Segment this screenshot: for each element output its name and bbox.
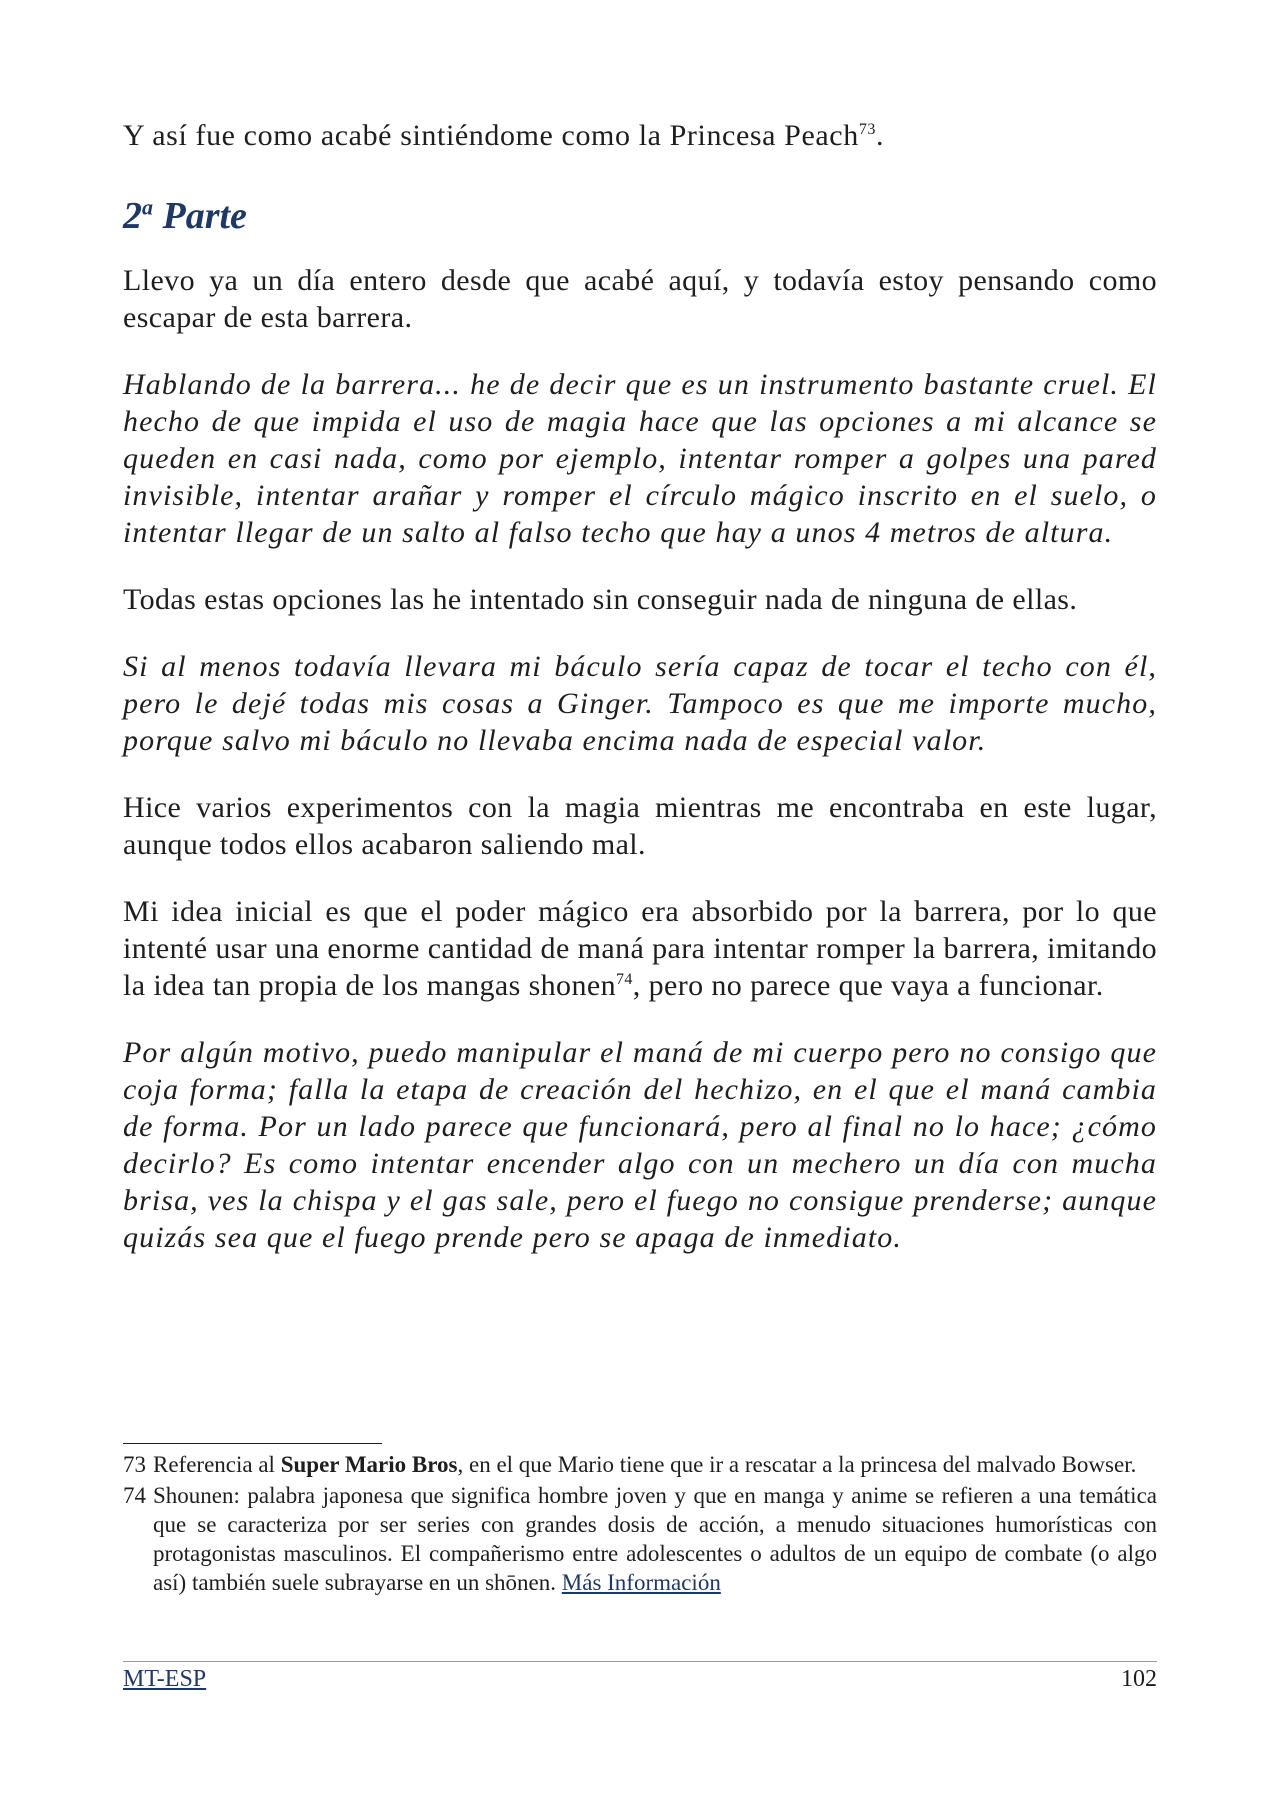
paragraph-1: Llevo ya un día entero desde que acabé aquí, y todavía estoy pensando como escapar de esta barrera. [123, 264, 1157, 334]
section-number: 2 [123, 195, 142, 237]
footnote-73 [123, 1450, 1157, 1479]
paragraph-6-text-before: Mi idea inicial es que el poder mágico era absorbido por la barrera, por lo que intenté usar una enorme cantidad de maná para intentar romper la barrera, imitando la idea tan propia de los mangas shonen [123, 895, 1157, 1002]
footnote-text-after: , en el que Mario tiene que ir a rescatar a la princesa del malvado Bowser. [457, 1452, 1137, 1477]
footnote-separator [123, 1443, 382, 1444]
paragraph-6-text-after: , pero no parece que vaya a funcionar. [632, 969, 1104, 1002]
section-heading [123, 194, 1157, 238]
footnote-74 [123, 1481, 1157, 1597]
footnotes [123, 1450, 1157, 1599]
section-ordinal: a [142, 194, 153, 220]
opening-line [123, 118, 1157, 154]
footer-brand-link[interactable]: MT-ESP [123, 1666, 207, 1692]
paragraph-7-thought: Por algún motivo, puedo manipular el maná de mi cuerpo pero no consigo que coja forma; falla la etapa de creación del hechizo, en el que el maná cambia de forma. Por un lado parece que funcionará, pero al final no lo hace; ¿cómo decirlo? Es como intentar encender algo con un mechero un día con mucha brisa, ves la chispa y el gas sale, pero el fuego no consigue prenderse; aunque quizás sea que el fuego prende pero se apaga de inmediato. [123, 1036, 1157, 1254]
section-title: Parte [162, 195, 247, 237]
page-footer [123, 1664, 1157, 1694]
paragraph-3: Todas estas opciones las he intentado sin conseguir nada de ninguna de ellas. [123, 583, 1078, 616]
footer-separator [123, 1661, 1157, 1662]
paragraph-4-thought: Si al menos todavía llevara mi báculo sería capaz de tocar el techo con él, pero le dejé todas mis cosas a Ginger. Tampoco es que me importe mucho, porque salvo mi báculo no llevaba encima nada de especial valor. [123, 650, 1157, 757]
opening-line-text: Y así fue como acabé sintiéndome como la Princesa Peach [123, 119, 859, 152]
footnote-number: 74 [123, 1483, 146, 1508]
footnote-ref-73[interactable]: 73 [858, 121, 877, 138]
footnote-bold-title: Super Mario Bros [280, 1452, 458, 1477]
footnote-ref-74[interactable]: 74 [615, 971, 633, 988]
footnote-text-before: Referencia al [153, 1452, 281, 1477]
paragraph-6 [123, 893, 1157, 1004]
paragraph-2-thought: Hablando de la barrera... he de decir que es un instrumento bastante cruel. El hecho de que impida el uso de magia hace que las opciones a mi alcance se queden en casi nada, como por ejemplo, intentar romper a golpes una pared invisible, intentar arañar y romper el círculo mágico inscrito en el suelo, o intentar llegar de un salto al falso techo que hay a unos 4 metros de altura. [123, 368, 1157, 549]
footnote-text [153, 1450, 1157, 1479]
footnote-body: Shounen: palabra japonesa que significa hombre joven y que en manga y anime se refieren a una temática que se caracteriza por ser series con grandes dosis de acción, a menudo situaciones humorísticas con protagonistas masculinos. El compañerismo entre adolescentes o adultos de un equipo de combate (o algo así) también suele subrayarse en un shōnen. [153, 1483, 1157, 1595]
footnote-number: 73 [123, 1452, 146, 1477]
page-number: 102 [1121, 1666, 1157, 1692]
footnote-text [153, 1481, 1157, 1597]
page-body [123, 118, 1157, 1286]
paragraph-5: Hice varios experimentos con la magia mientras me encontraba en este lugar, aunque todos ellos acabaron saliendo mal. [123, 791, 1157, 861]
more-info-link[interactable]: Más Información [561, 1570, 721, 1595]
opening-line-end: . [876, 119, 885, 152]
